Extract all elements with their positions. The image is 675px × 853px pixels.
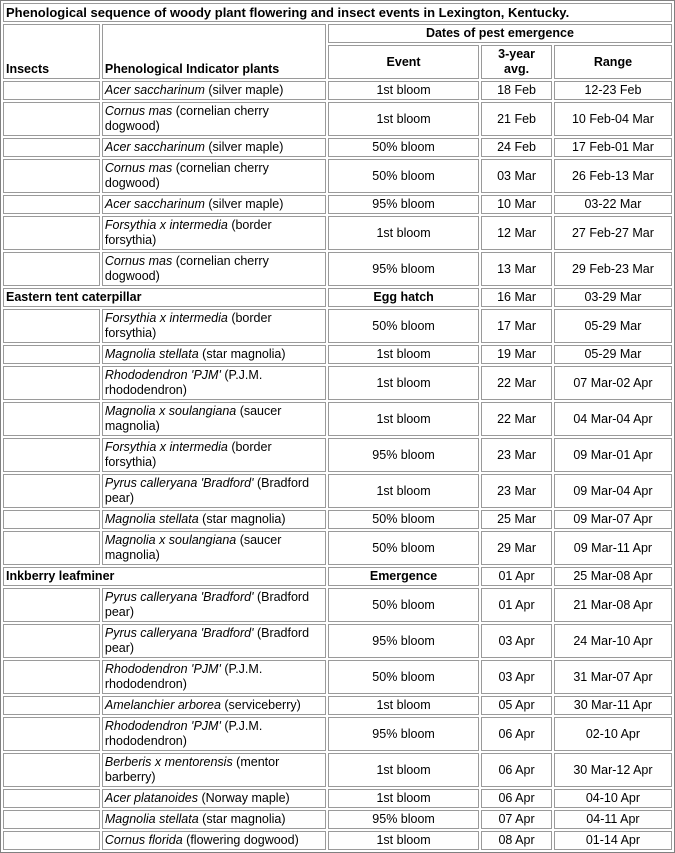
plant-scientific-name: Magnolia stellata (104, 347, 199, 361)
indicator-plant (102, 195, 326, 214)
plant-scientific-name: Forsythia x intermedia (104, 440, 228, 454)
table-row (3, 438, 672, 472)
range-cell: 03-22 Mar (554, 195, 672, 214)
insect-cell (3, 159, 100, 193)
event-cell: 1st bloom (328, 102, 479, 136)
avg-cell: 23 Mar (481, 438, 552, 472)
insect-cell (3, 81, 100, 100)
event-cell: 95% bloom (328, 810, 479, 829)
title-row (3, 3, 672, 22)
table-row (3, 531, 672, 565)
header-row-1 (3, 24, 672, 43)
table-row (3, 402, 672, 436)
event-cell: 1st bloom (328, 345, 479, 364)
avg-cell: 10 Mar (481, 195, 552, 214)
avg-cell: 08 Apr (481, 831, 552, 850)
plant-common-name: (saucer magnolia) (104, 533, 282, 562)
indicator-plant (102, 345, 326, 364)
plant-scientific-name: Rhododendron 'PJM' (104, 719, 221, 733)
table-row (3, 159, 672, 193)
avg-cell: 12 Mar (481, 216, 552, 250)
plant-scientific-name: Magnolia x soulangiana (104, 533, 237, 547)
range-cell: 31 Mar-07 Apr (554, 660, 672, 694)
range-cell: 05-29 Mar (554, 345, 672, 364)
insect-cell (3, 402, 100, 436)
indicator-plant (102, 102, 326, 136)
range-cell: 05-29 Mar (554, 309, 672, 343)
plant-common-name: (Norway maple) (198, 791, 290, 805)
table-row (3, 81, 672, 100)
range-cell: 03-29 Mar (554, 288, 672, 307)
plant-scientific-name: Cornus florida (104, 833, 183, 847)
range-cell: 09 Mar-07 Apr (554, 510, 672, 529)
insect-cell (3, 345, 100, 364)
event-cell: 1st bloom (328, 81, 479, 100)
table-row (3, 345, 672, 364)
event-cell: 95% bloom (328, 252, 479, 286)
plant-scientific-name: Rhododendron 'PJM' (104, 662, 221, 676)
plant-scientific-name: Magnolia stellata (104, 512, 199, 526)
event-cell: 1st bloom (328, 789, 479, 808)
plant-scientific-name: Pyrus calleryana 'Bradford' (104, 476, 254, 490)
table-row (3, 717, 672, 751)
table-row (3, 366, 672, 400)
plant-scientific-name: Pyrus calleryana 'Bradford' (104, 590, 254, 604)
avg-cell: 19 Mar (481, 345, 552, 364)
range-cell: 04-11 Apr (554, 810, 672, 829)
table-row (3, 624, 672, 658)
table-row (3, 216, 672, 250)
indicator-plant (102, 159, 326, 193)
indicator-plant (102, 789, 326, 808)
plant-common-name: (Bradford pear) (104, 476, 310, 505)
indicator-plant (102, 252, 326, 286)
indicator-plant (102, 510, 326, 529)
indicator-plant (102, 438, 326, 472)
insect-cell (3, 252, 100, 286)
event-cell: 50% bloom (328, 138, 479, 157)
indicator-plant (102, 624, 326, 658)
plant-scientific-name: Magnolia stellata (104, 812, 199, 826)
plant-common-name: (star magnolia) (198, 812, 286, 826)
plant-common-name: (saucer magnolia) (104, 404, 282, 433)
plant-common-name: (silver maple) (204, 83, 284, 97)
indicator-plant (102, 753, 326, 787)
avg-cell: 21 Feb (481, 102, 552, 136)
event-cell: 1st bloom (328, 216, 479, 250)
plant-common-name: (cornelian cherry dogwood) (104, 254, 269, 283)
insect-cell (3, 789, 100, 808)
plant-scientific-name: Rhododendron 'PJM' (104, 368, 221, 382)
event-cell: 1st bloom (328, 753, 479, 787)
range-cell: 10 Feb-04 Mar (554, 102, 672, 136)
event-cell: 1st bloom (328, 696, 479, 715)
event-cell: 95% bloom (328, 624, 479, 658)
range-cell: 25 Mar-08 Apr (554, 567, 672, 586)
header-insects: Insects (3, 24, 100, 79)
plant-scientific-name: Amelanchier arborea (104, 698, 221, 712)
event-cell: 95% bloom (328, 438, 479, 472)
range-cell: 07 Mar-02 Apr (554, 366, 672, 400)
indicator-plant (102, 309, 326, 343)
plant-common-name: (silver maple) (204, 140, 284, 154)
avg-cell: 18 Feb (481, 81, 552, 100)
event-cell: 50% bloom (328, 531, 479, 565)
table-row (3, 510, 672, 529)
plant-scientific-name: Pyrus calleryana 'Bradford' (104, 626, 254, 640)
event-cell: 1st bloom (328, 831, 479, 850)
range-cell: 27 Feb-27 Mar (554, 216, 672, 250)
range-cell: 17 Feb-01 Mar (554, 138, 672, 157)
table-title: Phenological sequence of woody plant flowering and insect events in Lexington, Kentucky. (3, 3, 672, 22)
table-row (3, 288, 672, 307)
plant-scientific-name: Forsythia x intermedia (104, 218, 228, 232)
plant-scientific-name: Cornus mas (104, 104, 173, 118)
table-row (3, 789, 672, 808)
range-cell: 29 Feb-23 Mar (554, 252, 672, 286)
header-event: Event (328, 45, 479, 79)
indicator-plant (102, 660, 326, 694)
indicator-plant (102, 831, 326, 850)
insect-cell (3, 624, 100, 658)
insect-cell (3, 810, 100, 829)
avg-cell: 06 Apr (481, 717, 552, 751)
plant-scientific-name: Berberis x mentorensis (104, 755, 233, 769)
range-cell: 09 Mar-04 Apr (554, 474, 672, 508)
indicator-plant (102, 402, 326, 436)
avg-cell: 06 Apr (481, 789, 552, 808)
plant-scientific-name: Acer saccharinum (104, 197, 205, 211)
plant-scientific-name: Acer saccharinum (104, 140, 205, 154)
plant-common-name: (flowering dogwood) (182, 833, 299, 847)
header-range: Range (554, 45, 672, 79)
plant-common-name: (Bradford pear) (104, 626, 310, 655)
table-row (3, 195, 672, 214)
indicator-plant (102, 216, 326, 250)
insect-cell (3, 438, 100, 472)
insect-cell (3, 831, 100, 850)
table-row (3, 474, 672, 508)
insect-cell (3, 474, 100, 508)
avg-cell: 03 Apr (481, 624, 552, 658)
avg-cell: 22 Mar (481, 402, 552, 436)
avg-cell: 03 Apr (481, 660, 552, 694)
table-row (3, 810, 672, 829)
avg-cell: 01 Apr (481, 588, 552, 622)
event-cell: 50% bloom (328, 660, 479, 694)
avg-cell: 25 Mar (481, 510, 552, 529)
indicator-plant (102, 810, 326, 829)
insect-cell (3, 138, 100, 157)
indicator-plant (102, 588, 326, 622)
avg-cell: 23 Mar (481, 474, 552, 508)
insect-cell (3, 366, 100, 400)
event-cell: 95% bloom (328, 717, 479, 751)
insect-cell (3, 309, 100, 343)
insect-name: Inkberry leafminer (3, 567, 326, 586)
avg-cell: 22 Mar (481, 366, 552, 400)
plant-common-name: (P.J.M. rhododendron) (104, 368, 263, 397)
avg-cell: 24 Feb (481, 138, 552, 157)
event-cell: 1st bloom (328, 402, 479, 436)
plant-common-name: (border forsythia) (104, 311, 272, 340)
table-row (3, 696, 672, 715)
range-cell: 02-10 Apr (554, 717, 672, 751)
range-cell: 01-14 Apr (554, 831, 672, 850)
indicator-plant (102, 81, 326, 100)
table-row (3, 309, 672, 343)
insect-cell (3, 696, 100, 715)
table-row (3, 753, 672, 787)
event-cell: 50% bloom (328, 309, 479, 343)
range-cell: 09 Mar-11 Apr (554, 531, 672, 565)
table-row (3, 567, 672, 586)
event-cell: 1st bloom (328, 474, 479, 508)
plant-common-name: (cornelian cherry dogwood) (104, 104, 269, 133)
plant-scientific-name: Cornus mas (104, 161, 173, 175)
avg-cell: 03 Mar (481, 159, 552, 193)
insect-cell (3, 717, 100, 751)
plant-scientific-name: Acer platanoides (104, 791, 198, 805)
plant-common-name: (mentor barberry) (104, 755, 280, 784)
range-cell: 04 Mar-04 Apr (554, 402, 672, 436)
range-cell: 30 Mar-11 Apr (554, 696, 672, 715)
indicator-plant (102, 717, 326, 751)
indicator-plant (102, 138, 326, 157)
insect-cell (3, 531, 100, 565)
range-cell: 26 Feb-13 Mar (554, 159, 672, 193)
indicator-plant (102, 531, 326, 565)
event-cell: 1st bloom (328, 366, 479, 400)
event-cell: 50% bloom (328, 588, 479, 622)
avg-cell: 06 Apr (481, 753, 552, 787)
range-cell: 30 Mar-12 Apr (554, 753, 672, 787)
plant-scientific-name: Acer saccharinum (104, 83, 205, 97)
insect-cell (3, 588, 100, 622)
header-plants: Phenological Indicator plants (102, 24, 326, 79)
header-avg: 3-year avg. (481, 45, 552, 79)
table-row (3, 588, 672, 622)
event-cell: Emergence (328, 567, 479, 586)
avg-cell: 07 Apr (481, 810, 552, 829)
range-cell: 09 Mar-01 Apr (554, 438, 672, 472)
plant-common-name: (P.J.M. rhododendron) (104, 662, 263, 691)
plant-scientific-name: Magnolia x soulangiana (104, 404, 237, 418)
event-cell: 95% bloom (328, 195, 479, 214)
table-row (3, 138, 672, 157)
insect-cell (3, 660, 100, 694)
plant-common-name: (Bradford pear) (104, 590, 310, 619)
insect-cell (3, 753, 100, 787)
range-cell: 24 Mar-10 Apr (554, 624, 672, 658)
range-cell: 04-10 Apr (554, 789, 672, 808)
indicator-plant (102, 696, 326, 715)
table-row (3, 831, 672, 850)
range-cell: 21 Mar-08 Apr (554, 588, 672, 622)
event-cell: 50% bloom (328, 510, 479, 529)
avg-cell: 01 Apr (481, 567, 552, 586)
insect-name: Eastern tent caterpillar (3, 288, 326, 307)
plant-common-name: (serviceberry) (220, 698, 301, 712)
insect-cell (3, 216, 100, 250)
table-row (3, 102, 672, 136)
avg-cell: 13 Mar (481, 252, 552, 286)
avg-cell: 05 Apr (481, 696, 552, 715)
range-cell: 12-23 Feb (554, 81, 672, 100)
table-row (3, 660, 672, 694)
plant-common-name: (star magnolia) (198, 512, 286, 526)
header-dates-group: Dates of pest emergence (328, 24, 672, 43)
event-cell: 50% bloom (328, 159, 479, 193)
event-cell: Egg hatch (328, 288, 479, 307)
plant-common-name: (silver maple) (204, 197, 284, 211)
avg-cell: 17 Mar (481, 309, 552, 343)
plant-common-name: (cornelian cherry dogwood) (104, 161, 269, 190)
plant-common-name: (P.J.M. rhododendron) (104, 719, 263, 748)
insect-cell (3, 195, 100, 214)
plant-common-name: (border forsythia) (104, 440, 272, 469)
avg-cell: 16 Mar (481, 288, 552, 307)
table-row (3, 252, 672, 286)
plant-scientific-name: Forsythia x intermedia (104, 311, 228, 325)
avg-cell: 29 Mar (481, 531, 552, 565)
insect-cell (3, 102, 100, 136)
plant-scientific-name: Cornus mas (104, 254, 173, 268)
plant-common-name: (star magnolia) (198, 347, 286, 361)
indicator-plant (102, 474, 326, 508)
insect-cell (3, 510, 100, 529)
table-body (3, 81, 672, 850)
plant-common-name: (border forsythia) (104, 218, 272, 247)
indicator-plant (102, 366, 326, 400)
